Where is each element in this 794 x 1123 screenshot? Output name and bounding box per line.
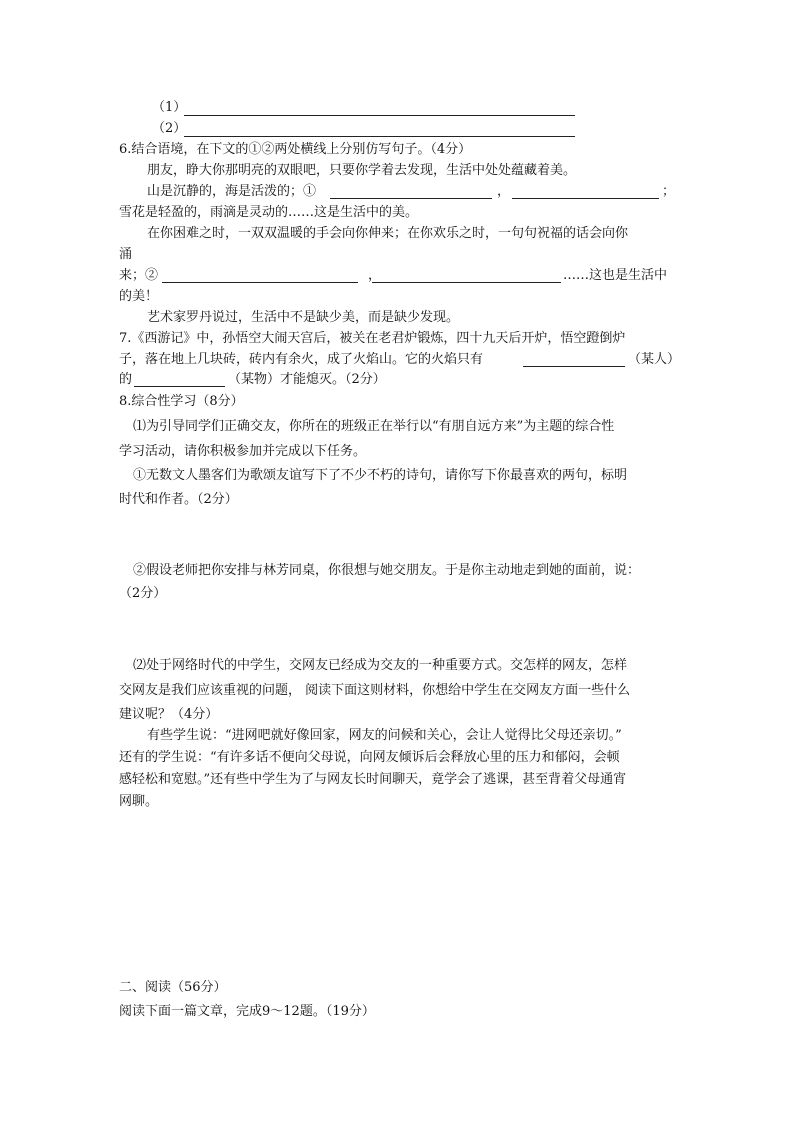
q6-title: 6.结合语境，在下文的①②两处横线上分别仿写句子。（4分） [119,142,472,157]
section-2-heading: 二、阅读（56分） [119,980,227,995]
q6-paragraph-3-line-4: 的美！ [119,289,159,304]
q6-blank-2a[interactable] [162,282,358,283]
q6-paragraph-2-cont: 雪花是轻盈的，雨滴是灵动的……这是生活中的美。 [119,205,419,220]
q6-paragraph-3-line-3-start: 来；② [119,268,159,283]
q7-person-hint: （某人） [628,352,681,367]
q8-part2-line-1: ⑵处于网络时代的中学生，交网友已经成为交友的一种重要方式。交怎样的网友，怎样 [133,658,628,673]
q8-material-line-3: 感轻松和宽慰。”还有些中学生为了与网友长时间聊天，竟学会了逃课，甚至背着父母通宵 [119,772,627,787]
q6-paragraph-3-line-2: 涌 [119,247,133,262]
q8-part2-line-3: 建议呢？（4分） [119,707,219,722]
q6-paragraph-4: 艺术家罗丹说过，生活中不是缺少美，而是缺少发现。 [147,310,460,325]
q8-title: 8.综合性学习（8分） [119,394,244,409]
q8-part1-line-1: ⑴为引导同学们正确交友，你所在的班级正在举行以“有朋自远方来”为主题的综合性 [133,419,615,434]
q7-person-blank[interactable] [523,366,625,367]
q7-line-2: 子，落在地上几块砖，砖内有余火，成了火焰山。它的火焰只有 [119,352,484,367]
q6-blank-1a[interactable] [330,198,492,199]
q6-blank-1b[interactable] [512,198,659,199]
q6-blank-2b[interactable] [372,282,561,283]
q8-part1-line-2: 学习活动，请你积极参加并完成以下任务。 [119,444,367,459]
q5-answer1-blank[interactable] [184,115,575,116]
q5-item2-label: （2） [152,121,187,136]
q7-line-3-start: 的 [119,372,133,387]
q6-comma-1: ， [497,184,511,199]
q8-task2-line-1: ②假设老师把你安排与林芳同桌，你很想与她交朋友。于是你主动地走到她的面前，说： [133,563,641,578]
q7-line-3-end: （某物）才能熄灭。（2分） [228,372,386,387]
q8-part2-line-2: 交网友是我们应该重视的问题， 阅读下面这则材料，你想给中学生在交网友方面一些什么 [119,683,631,698]
q8-task2-line-2: （2分） [119,586,167,601]
q8-material-line-2: 还有的学生说：“有许多话不便向父母说，向网友倾诉后会释放心里的压力和郁闷，会顿 [119,750,620,765]
q6-comma-2: ， [368,268,382,283]
q6-paragraph-2-start: 山是沉静的，海是活泼的；① [147,184,317,199]
q5-item1-label: （1） [152,100,187,115]
q8-task1-line-2: 时代和作者。（2分） [119,492,238,507]
q8-material-line-1: 有些学生说：“进网吧就好像回家，网友的问候和关心，会让人觉得比父母还亲切。” [147,728,622,743]
q5-answer2-blank[interactable] [184,136,575,137]
q6-semicolon: ； [662,184,676,199]
q7-object-blank[interactable] [134,386,225,387]
q6-paragraph-3-line-3-end: ……这也是生活中 [563,268,668,283]
q8-task1-line-1: ①无数文人墨客们为歌颂友谊写下了不少不朽的诗句，请你写下你最喜欢的两句，标明 [133,468,628,483]
q7-line-1: 7.《西游记》中，孙悟空大闹天宫后，被关在老君炉锻炼，四十九天后开炉，悟空蹬倒炉 [119,331,626,346]
section-2-instruction: 阅读下面一篇文章，完成9～12题。（19分） [119,1004,375,1019]
q6-paragraph-1: 朋友，睁大你那明亮的双眼吧，只要你学着去发现，生活中处处蕴藏着美。 [147,163,577,178]
q8-material-line-4: 网聊。 [119,794,159,809]
q6-paragraph-3-line-1: 在你困难之时，一双双温暖的手会向你伸来；在你欢乐之时，一句句祝福的话会向你 [147,226,629,241]
